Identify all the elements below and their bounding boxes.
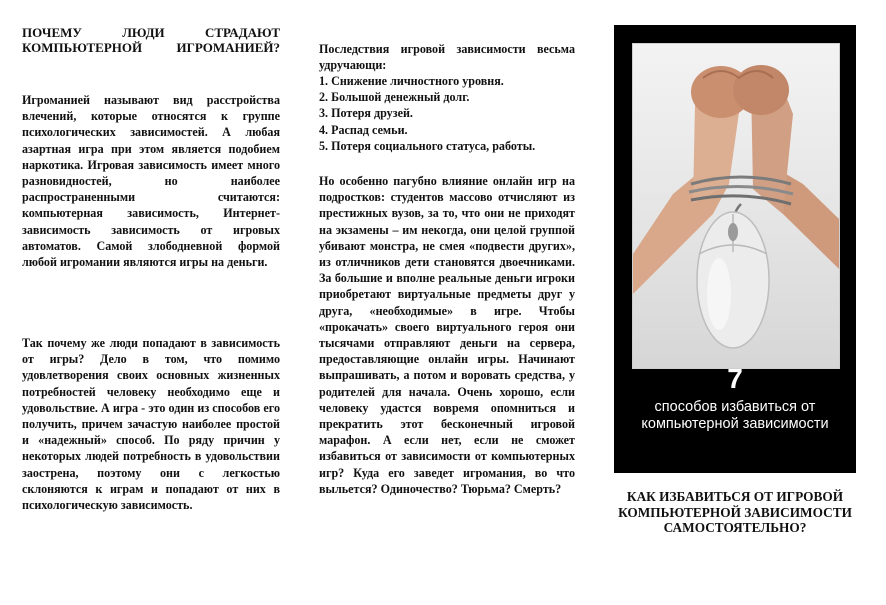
hands-tied-with-mouse-cable-icon	[633, 44, 839, 368]
left-heading: ПОЧЕМУ ЛЮДИ СТРАДАЮТ КОМПЬЮТЕРНОЙ ИГРОМАНИЕЙ?	[22, 25, 280, 55]
poster	[614, 25, 856, 473]
list-item: 5. Потеря социального статуса, работы.	[319, 138, 536, 153]
consequences-list	[319, 73, 575, 154]
list-item: 4. Распад семьи.	[319, 122, 408, 137]
tied-hands-mouse-photo	[632, 43, 840, 369]
gambling-definition-paragraph: Игроманией называют вид расстройства влечений, которые относятся к группе психологических зависимостей. А любая азартная игра при этом является подобием наркотика. Игровая зависимость имеет много разновидностей, но наиболее распространенными считаются: компьютерная зависимость, Интернет-зависимость зависимость от игровых автоматов. Самой злободневной формой любой игромании являются игры на деньги.	[22, 93, 280, 270]
how-to-quit-question: КАК ИЗБАВИТЬСЯ ОТ ИГРОВОЙ КОМПЬЮТЕРНОЙ ЗАВИСИМОСТИ САМОСТОЯТЕЛЬНО?	[618, 489, 852, 535]
poster-number: 7	[727, 363, 743, 394]
list-item: 1. Снижение личностного уровня.	[319, 74, 504, 88]
why-addiction-paragraph: Так почему же люди попадают в зависимость от игры? Дело в том, что помимо удовлетворения своих основных жизненных потребностей человеку необходимо еще и удовольствие. А игра - это один из способов его получить, причем зачастую наиболее простой и «надежный» способ. По ряду причин у некоторых людей потребность в удовольствии заострена, поэтому они с легкостью склоняются к играм и попадают от них в психологическую зависимость.	[22, 336, 280, 513]
list-item: 2. Большой денежный долг.	[319, 90, 470, 105]
list-item: 3. Потеря друзей.	[319, 106, 413, 121]
online-games-paragraph: Но особенно пагубно влияние онлайн игр на подростков: студентов массово отчисляют из престижных вузов, за то, что они не приходят на экзамены – им некогда, они целой группой убивают монстра, не смея «подвести других», из отличников дети становятся двоечниками. За большие и вполне реальные деньги игроки приобретают виртуальные предметы друг у друга, «необходимые» в игре. Чтобы «прокачать» своего виртуального героя они тысячами отправляют деньги на сервера, предоставляющие онлайн игры. Начинают выпрашивать, а потом и воровать средства, у родителей для начала. Очень хорошо, если человеку удастся вовремя опомниться и прекратить этот бесконечный игровой марафон. А если нет, если не сможет избавиться от зависимости от компьютерных игр? Куда его заведет игромания, во что выльется? Одиночество? Тюрьма? Смерть?	[319, 174, 575, 496]
poster-caption: способов избавиться от компьютерной зависимости	[641, 399, 829, 432]
consequences-intro: Последствия игровой зависимости весьма удручающи:	[319, 42, 575, 73]
